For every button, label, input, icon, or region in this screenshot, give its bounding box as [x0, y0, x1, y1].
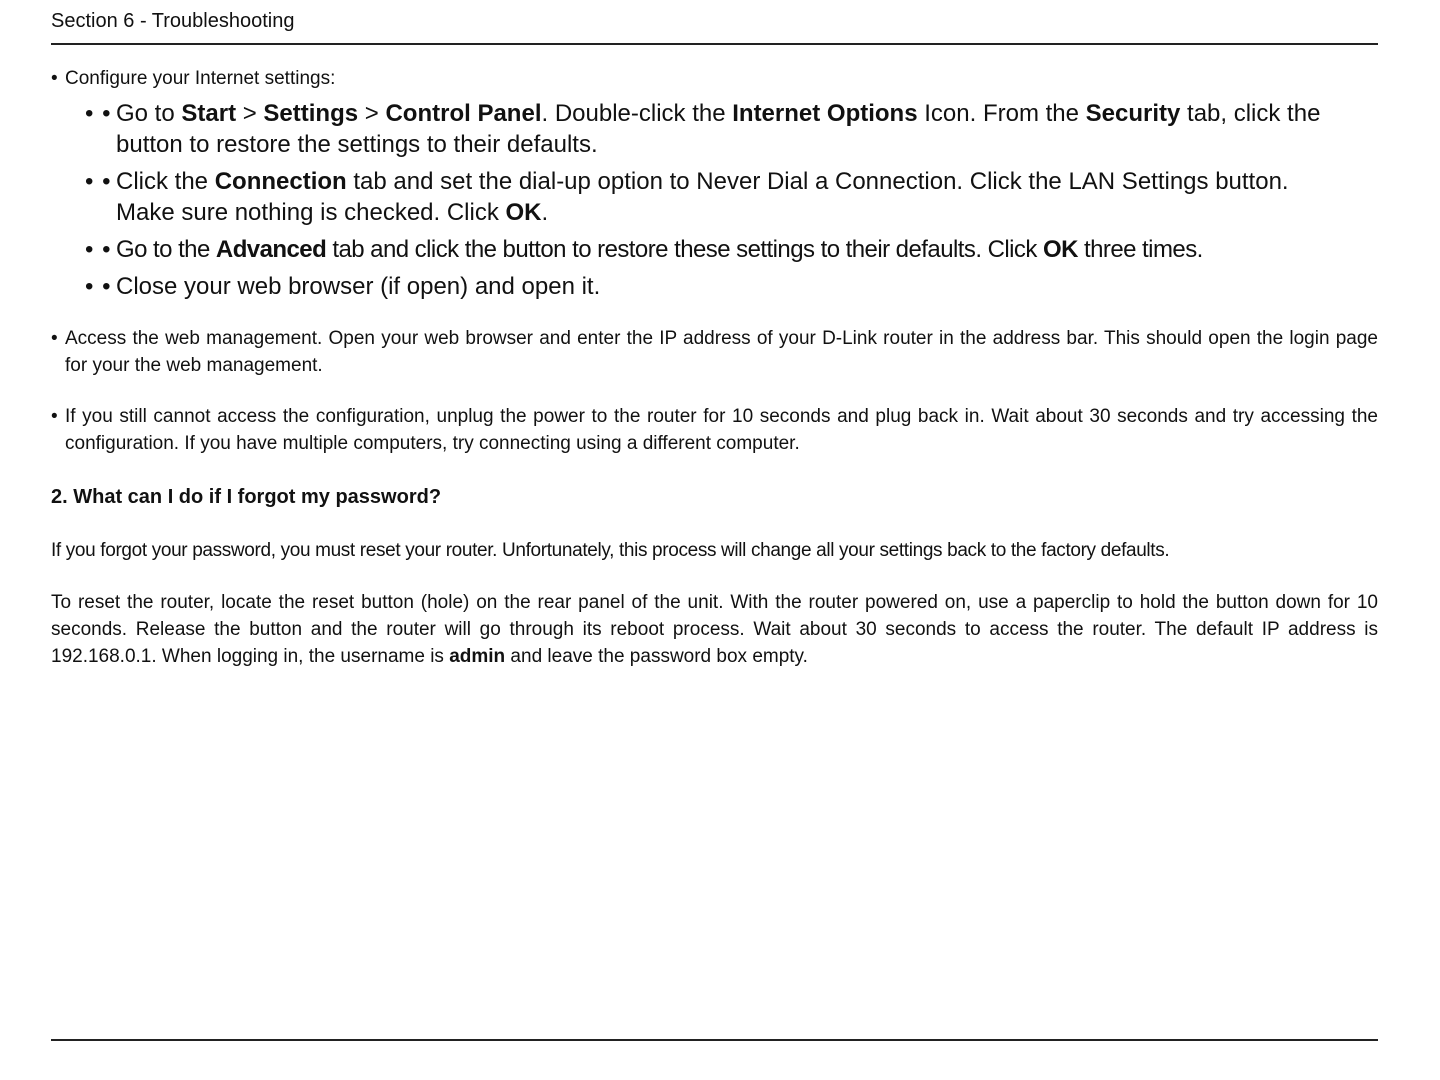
step-close-browser: Close your web browser (if open) and open it.	[116, 273, 601, 300]
list-item	[85, 166, 1345, 228]
forgot-password-paragraph: If you forgot your password, you must reset your router. Unfortunately, this process will change all your settings back to the factory defaults.	[51, 540, 1170, 561]
step-connection-tab: Click the Connection tab and set the dial-up option to Never Dial a Connection. Click the LAN Settings button. Make sure nothing is checked. Click OK.	[116, 168, 1289, 226]
bullet-icon: •	[51, 406, 58, 427]
double-bullet-icon: • •	[85, 273, 112, 300]
step-start-settings: Go to Start > Settings > Control Panel. Double-click the Internet Options Icon. From the Security tab, click the button to restore the settings to their defaults.	[116, 100, 1321, 158]
list-item	[85, 98, 1345, 160]
header-divider	[51, 43, 1378, 45]
configure-steps-list	[85, 98, 1345, 308]
double-bullet-icon: • •	[85, 100, 112, 127]
manual-page	[51, 0, 1378, 1080]
list-item	[85, 271, 1345, 302]
access-web-management	[51, 325, 1378, 379]
configure-intro-text: Configure your Internet settings:	[65, 68, 336, 89]
access-text: Access the web management. Open your web browser and enter the IP address of your D-Link router in the address bar. This should open the login page for your the web management.	[65, 328, 1378, 376]
double-bullet-icon: • •	[85, 168, 112, 195]
section-title: Section 6 - Troubleshooting	[51, 10, 295, 32]
list-item	[85, 234, 1345, 265]
reset-router-paragraph: To reset the router, locate the reset button (hole) on the rear panel of the unit. With the router powered on, use a paperclip to hold the button down for 10 seconds. Release the button and the router will go through its reboot process. Wait about 30 seconds to access the router. The default IP address is 192.168.0.1. When logging in, the username is admin and leave the password box empty.	[51, 592, 1378, 667]
question-heading: 2. What can I do if I forgot my password?	[51, 486, 442, 508]
unplug-router	[51, 403, 1378, 457]
configure-intro	[51, 65, 1378, 92]
double-bullet-icon: • •	[85, 236, 112, 263]
unplug-text: If you still cannot access the configuration, unplug the power to the router for 10 seconds and plug back in. Wait about 30 seconds and try accessing the configuration. If you have multiple computers, try connecting using a different computer.	[65, 406, 1378, 454]
footer-divider	[51, 1039, 1378, 1041]
bullet-icon: •	[51, 328, 58, 349]
step-advanced-tab: Go to the Advanced tab and click the button to restore these settings to their defaults. Click OK three times.	[116, 236, 1203, 263]
bullet-icon: •	[51, 68, 58, 89]
